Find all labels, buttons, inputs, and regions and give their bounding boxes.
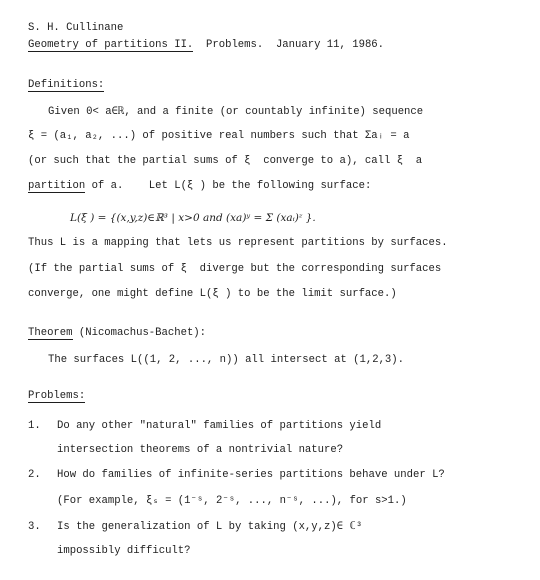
document-title-line (28, 38, 384, 52)
document-subtitle: Problems. (206, 39, 264, 51)
definitions-heading: Definitions: (28, 79, 105, 91)
definitions-line-3: (or such that the partial sums of ξ converge to a), call ξ a (28, 155, 423, 167)
surface-formula: L(ξ ) = {(x,y,z)∈ℝ³ | x>0 and (xa)ʸ = Σ (xaᵢ)ᶻ }. (70, 212, 316, 224)
problem-3-number: 3. (28, 521, 41, 533)
document-date: January 11, 1986. (275, 39, 385, 51)
problem-2-number: 2. (28, 469, 41, 481)
definitions-heading-line (28, 78, 104, 92)
partition-term: partition (28, 180, 86, 192)
definitions-line-2: ξ = (a₁, a₂, ...) of positive real numbers such that Σaᵢ = a (28, 130, 410, 142)
document-title: Geometry of partitions II. (28, 39, 194, 51)
author-name: S. H. Cullinane (28, 22, 124, 34)
problem-3-line-1: Is the generalization of L by taking (x,y,z)∈ ℂ³ (57, 521, 363, 533)
problem-1-number: 1. (28, 420, 41, 432)
definitions-line-1: Given 0< a∈ℝ, and a finite (or countably infinite) sequence (48, 106, 424, 118)
problem-1-line-2: intersection theorems of a nontrivial nature? (57, 444, 344, 456)
problems-heading-line (28, 389, 85, 403)
theorem-heading-line (28, 326, 206, 340)
problem-2-line-2: (For example, ξₛ = (1⁻ˢ, 2⁻ˢ, ..., n⁻ˢ, ...), for s>1.) (57, 495, 407, 507)
definitions-line-4-rest: of a. Let L(ξ ) be the following surface: (85, 180, 372, 192)
definitions-line-4 (28, 179, 371, 193)
problems-heading: Problems: (28, 390, 86, 402)
theorem-attribution: (Nicomachus-Bachet): (72, 327, 207, 339)
definitions-line-7: converge, one might define L(ξ ) to be the limit surface.) (28, 288, 397, 300)
definitions-line-6: (If the partial sums of ξ diverge but the corresponding surfaces (28, 263, 442, 275)
theorem-statement: The surfaces L((1, 2, ..., n)) all intersect at (1,2,3). (48, 354, 405, 366)
problem-1-line-1: Do any other "natural" families of partitions yield (57, 420, 382, 432)
definitions-line-5: Thus L is a mapping that lets us represent partitions by surfaces. (28, 237, 448, 249)
problem-3-line-2: impossibly difficult? (57, 545, 191, 557)
problem-2-line-1: How do families of infinite-series partitions behave under L? (57, 469, 445, 481)
theorem-heading: Theorem (28, 327, 73, 339)
